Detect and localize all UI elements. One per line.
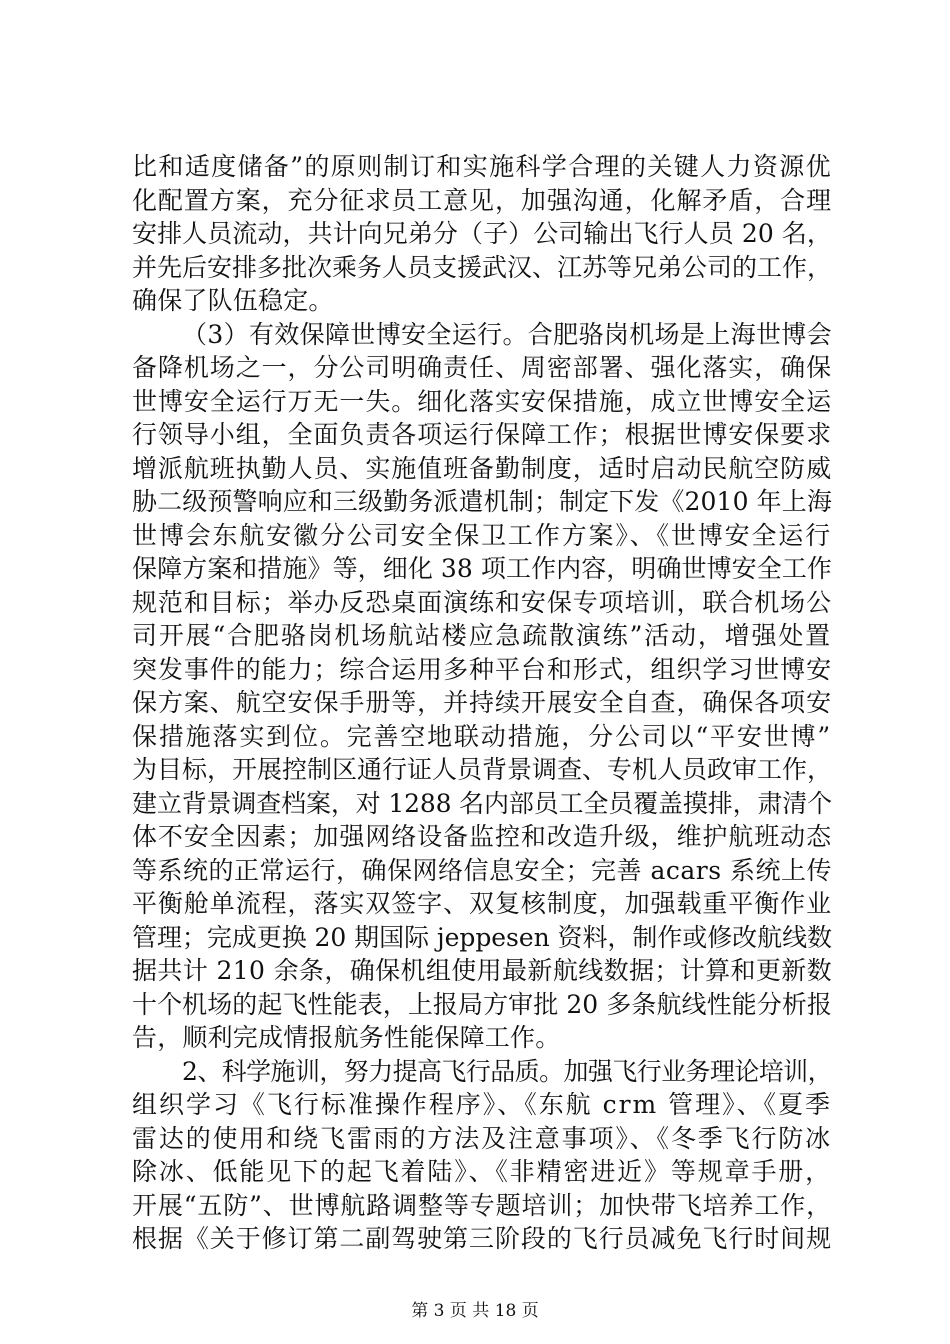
text-line: 开展“五防”、世博航路调整等专题培训；加快带飞培养工作， [132,1190,832,1220]
text-line: 2、科学施训，努力提高飞行品质。加强飞行业务理论培训， [182,1056,832,1086]
text-line: 胁二级预警响应和三级勤务派遣机制；制定下发《2010 年上海 [132,487,832,516]
text-line: 雷达的使用和绕飞雷雨的方法及注意事项》、《冬季飞行防冰 [132,1123,832,1153]
text-line: 确保了队伍稳定。 [132,286,334,315]
page-footer: 第 3 页 共 18 页 [411,1301,539,1321]
text-line: 安排人员流动，共计向兄弟分（子）公司输出飞行人员 20 名， [132,219,832,248]
text-line: 司开展“合肥骆岗机场航站楼应急疏散演练”活动，增强处置 [132,621,832,650]
text-line: 化配置方案，充分征求员工意见，加强沟通，化解矛盾，合理 [132,185,832,215]
text-line: 组织学习《飞行标准操作程序》、《东航 crm 管理》、《夏季 [132,1090,832,1119]
text-line: 备降机场之一，分公司明确责任、周密部署、强化落实，确保 [132,353,832,382]
text-line: 告，顺利完成情报航务性能保障工作。 [132,1023,561,1052]
text-line: 平衡舱单流程，落实双签字、双复核制度，加强载重平衡作业 [132,889,832,918]
text-line: 保障方案和措施》等，细化 38 项工作内容，明确世博安全工作 [132,554,832,583]
text-line: 除冰、低能见下的起飞着陆》、《非精密进近》等规章手册， [132,1157,832,1186]
body-text [132,150,832,1256]
text-line: 十个机场的起飞性能表，上报局方审批 20 多条航线性能分析报 [132,989,832,1019]
text-line: 管理；完成更换 20 期国际 jeppesen 资料，制作或修改航线数 [132,922,832,952]
text-line: 突发事件的能力；综合运用多种平台和形式，组织学习世博安 [132,654,832,684]
text-line: 保方案、航空安保手册等，并持续开展安全自查，确保各项安 [132,688,832,717]
text-line: 保措施落实到位。完善空地联动措施，分公司以“平安世博” [132,721,832,751]
text-line: 世博安全运行万无一失。细化落实安保措施，成立世博安全运 [132,386,832,416]
text-line: 规范和目标；举办反恐桌面演练和安保专项培训，联合机场公 [132,587,832,617]
text-line: 为目标，开展控制区通行证人员背景调查、专机人员政审工作， [132,755,832,784]
text-line: 根据《关于修订第二副驾驶第三阶段的飞行员减免飞行时间规 [132,1224,832,1253]
text-line: 增派航班执勤人员、实施值班备勤制度，适时启动民航空防威 [132,453,832,483]
text-line: 并先后安排多批次乘务人员支援武汉、江苏等兄弟公司的工作， [132,252,832,282]
text-line: 比和适度储备”的原则制订和实施科学合理的关键人力资源优 [132,152,832,181]
text-line: 据共计 210 余条，确保机组使用最新航线数据；计算和更新数 [132,956,832,985]
text-line: 建立背景调查档案，对 1288 名内部员工全员覆盖摸排，肃清个 [132,788,832,818]
text-line: 等系统的正常运行，确保网络信息安全；完善 acars 系统上传 [132,855,832,885]
text-line: 体不安全因素；加强网络设备监控和改造升级，维护航班动态 [132,822,832,851]
text-line: （3）有效保障世博安全运行。合肥骆岗机场是上海世博会 [182,319,832,349]
text-line: 行领导小组，全面负责各项运行保障工作；根据世博安保要求 [132,420,832,449]
text-line: 世博会东航安徽分公司安全保卫工作方案》、《世博安全运行 [132,520,832,550]
